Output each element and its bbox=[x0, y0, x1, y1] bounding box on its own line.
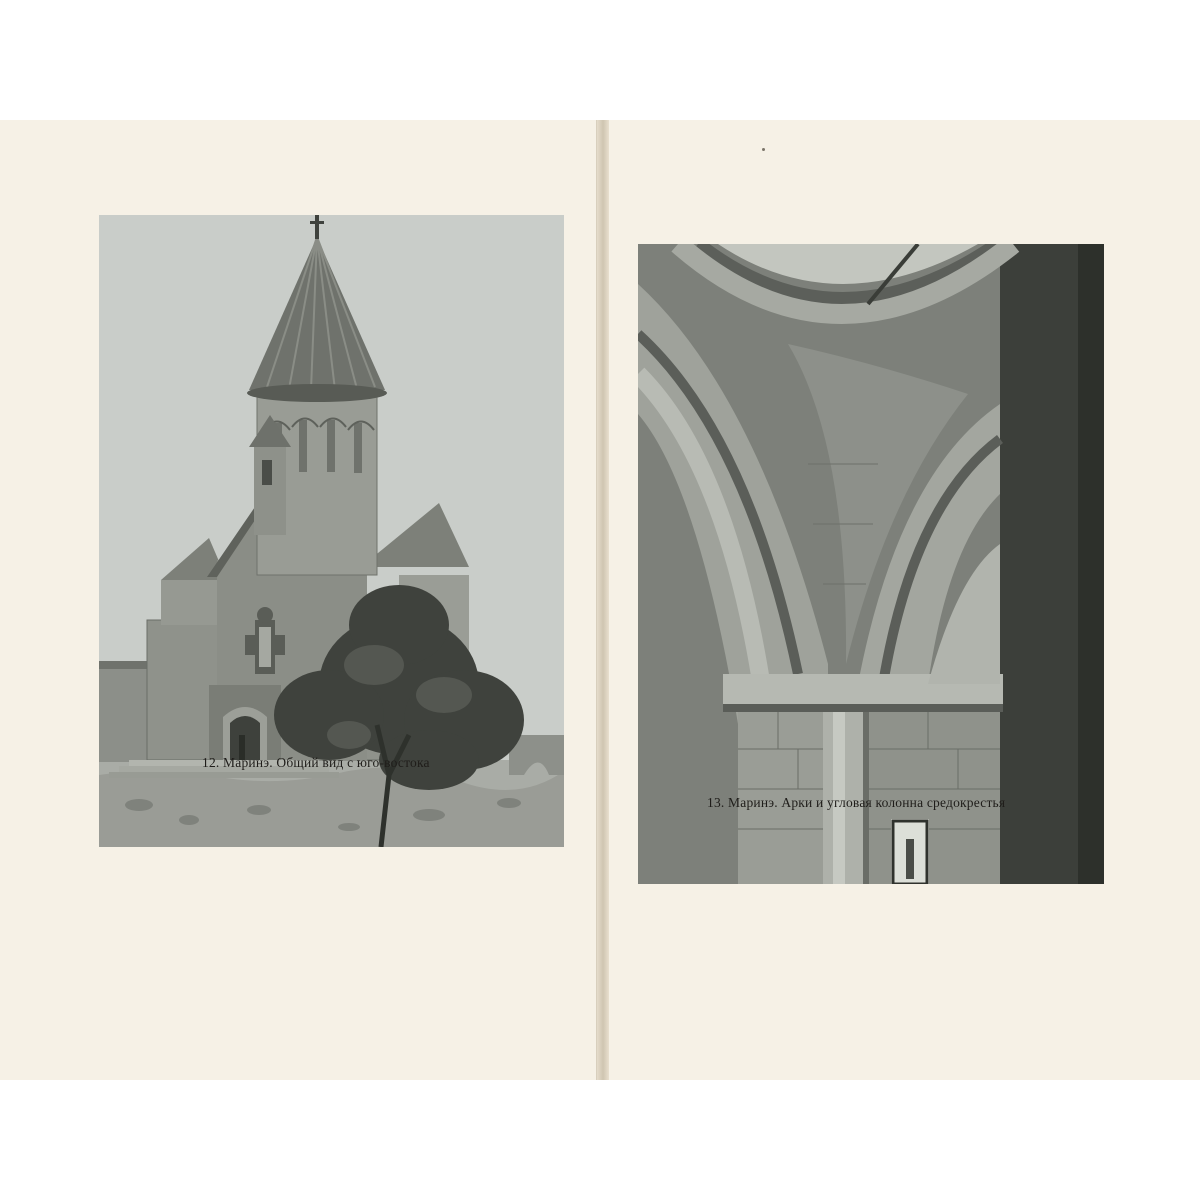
book-spread bbox=[0, 120, 1200, 1080]
interior-arches-photo bbox=[638, 244, 1104, 884]
book-gutter bbox=[597, 120, 609, 1080]
figure-12-caption: 12. Маринэ. Общий вид с юго-востока bbox=[202, 755, 430, 770]
church-exterior-photo bbox=[99, 215, 564, 847]
figure-13-caption: 13. Маринэ. Арки и угловая колонна средокрестья bbox=[707, 795, 1006, 810]
left-page bbox=[0, 120, 597, 1080]
right-page bbox=[609, 120, 1200, 1080]
paper-speck bbox=[762, 148, 765, 151]
